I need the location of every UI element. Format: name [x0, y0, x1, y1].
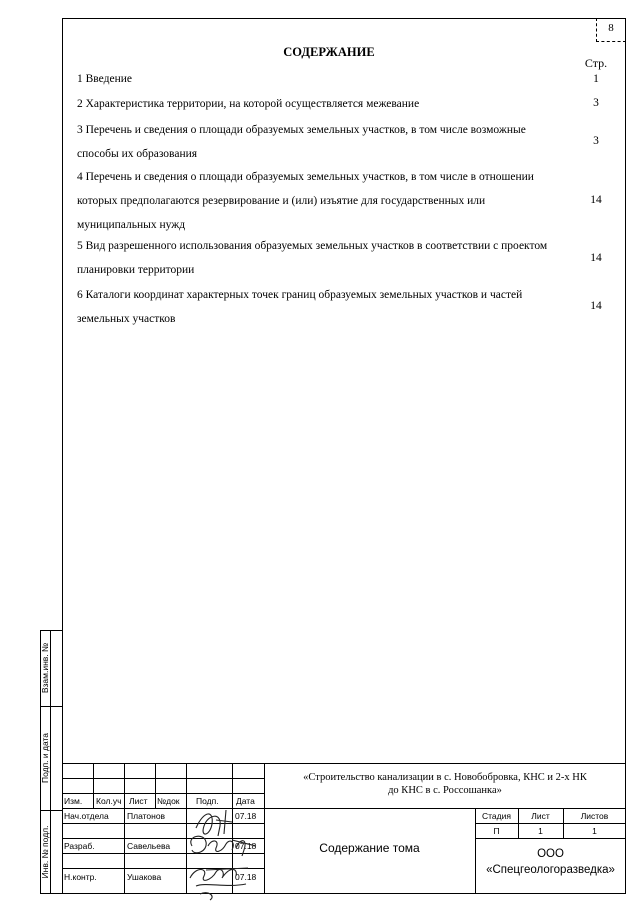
sheets-label: Листов [580, 811, 609, 821]
sheet-value: 1 [538, 826, 543, 836]
col-podp: Подп. [196, 796, 219, 806]
page-column-label: Стр. [584, 56, 608, 70]
name-platonov: Платонов [127, 811, 166, 821]
toc-item-6: 6 Каталоги координат характерных точек границ образуемых земельных участков и частей земельных участков [77, 289, 523, 325]
col-kol: Кол.уч [96, 796, 122, 806]
col-izm: Изм. [64, 796, 83, 806]
vzam-inv-label: Взам.инв. № [40, 642, 50, 694]
col-date: Дата [236, 796, 255, 806]
org-prefix: ООО [537, 848, 564, 860]
toc-item-2: 2 Характеристика территории, на которой осуществляется межевание [77, 98, 420, 110]
org-name: «Спецгеологоразведка» [486, 864, 615, 876]
toc-title: СОДЕРЖАНИЕ [283, 45, 375, 59]
toc-item-4: 4 Перечень и сведения о площади образуемых земельных участков, в том числе в отношении которых предполагаются резервирование и (или) изъятие для государственных или муниципальных нужд [77, 171, 534, 231]
sheet-number: 8 [608, 22, 614, 34]
role-n-kontr: Н.контр. [64, 872, 97, 882]
side-strip-line [40, 706, 62, 707]
project-name: «Строительство канализации в с. Новобобровка, КНС и 2-х НК до КНС в с. Россошанка» [303, 772, 587, 796]
inv-podl-label: Инв. № подл. [40, 825, 50, 879]
toc-page-4: 14 [590, 194, 602, 206]
side-strip-line [40, 810, 62, 811]
stage-value: П [493, 826, 500, 836]
signatures [186, 806, 266, 902]
name-savelyeva: Савельева [127, 841, 171, 851]
col-ndok: №док [157, 796, 180, 806]
podp-data-label: Подп. и дата [40, 732, 50, 784]
toc-page-3: 3 [593, 135, 599, 147]
side-strip-divider [50, 630, 51, 894]
toc-item-5: 5 Вид разрешенного использования образуемых земельных участков в соответствии с проектом планировки территории [77, 240, 548, 276]
col-list: Лист [129, 796, 148, 806]
date-row-2: 07.18 [235, 841, 257, 851]
sheet-label: Лист [531, 811, 550, 821]
toc-page-6: 14 [590, 300, 602, 312]
toc-page-1: 1 [593, 73, 599, 85]
toc-page-5: 14 [590, 252, 602, 264]
sheets-value: 1 [592, 826, 597, 836]
stage-label: Стадия [482, 811, 511, 821]
toc-item-3: 3 Перечень и сведения о площади образуемых земельных участков, в том числе возможные способы их образования [77, 124, 526, 160]
role-nach-otdela: Нач.отдела [64, 811, 109, 821]
document-title: Содержание тома [319, 841, 420, 855]
toc-page-2: 3 [593, 97, 599, 109]
name-ushakova: Ушакова [127, 872, 162, 882]
role-razrab: Разраб. [64, 841, 95, 851]
date-row-3: 07.18 [235, 872, 257, 882]
date-row-1: 07.18 [235, 811, 257, 821]
toc-item-1: 1 Введение [77, 73, 132, 85]
